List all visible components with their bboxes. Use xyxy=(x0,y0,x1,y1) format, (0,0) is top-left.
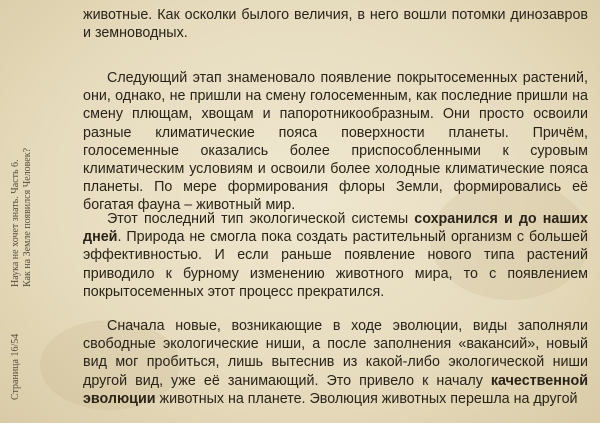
paragraph: животные. Как осколки былого величия, в него вошли потомки динозавров и земноводных. xyxy=(83,7,588,42)
page-number: Страница 16/54 xyxy=(10,333,21,400)
book-series-title: Наука не хочет знать. Часть 6. xyxy=(10,159,21,287)
emphasis-text: качественной эволюции xyxy=(83,372,588,407)
paragraph-text: . Природа не смогла пока создать растительный организм с большей эффективностью. И если раньше появление нового типа растений приводило к бурному изменению животного мира, то с появлением покрытосеменных этот процесс прекратился. xyxy=(83,229,588,300)
paragraph-text: животных на планете. Эволюция животных перешла на другой xyxy=(155,390,578,407)
paragraph xyxy=(83,317,588,408)
paragraph-text: Следующий этап знаменовало появление покрытосеменных растений, они, однако, не пришли на смену голосеменным, как последние пришли на смену плющам, хвощам и папоротникообразным. Они просто освоили разные климатические пояса поверхности планеты. Причём, голосеменные оказались более приспособленными к суровым климатическим условиям и освоили более холодные климатические пояса планеты. По мере формирования флоры Земли, формировались её богатая фауна – животный мир. xyxy=(83,70,588,214)
paragraph-text: Сначала новые, возникающие в ходе эволюции, виды заполняли свободные экологические ниши, а после заполнения «вакансий», новый вид мог пробиться, лишь вытеснив из какой-либо экологической ниши другой вид, уже её занимающий. Это привело к началу xyxy=(83,318,588,389)
paragraph xyxy=(83,69,588,215)
emphasis-text: сохранился и до наших дней xyxy=(83,211,588,246)
paragraph-text: Этот последний тип экологической системы xyxy=(107,211,415,227)
chapter-title: Как на Земле появился Человек? xyxy=(22,147,33,287)
paragraph xyxy=(83,210,588,301)
side-margin xyxy=(2,0,42,423)
